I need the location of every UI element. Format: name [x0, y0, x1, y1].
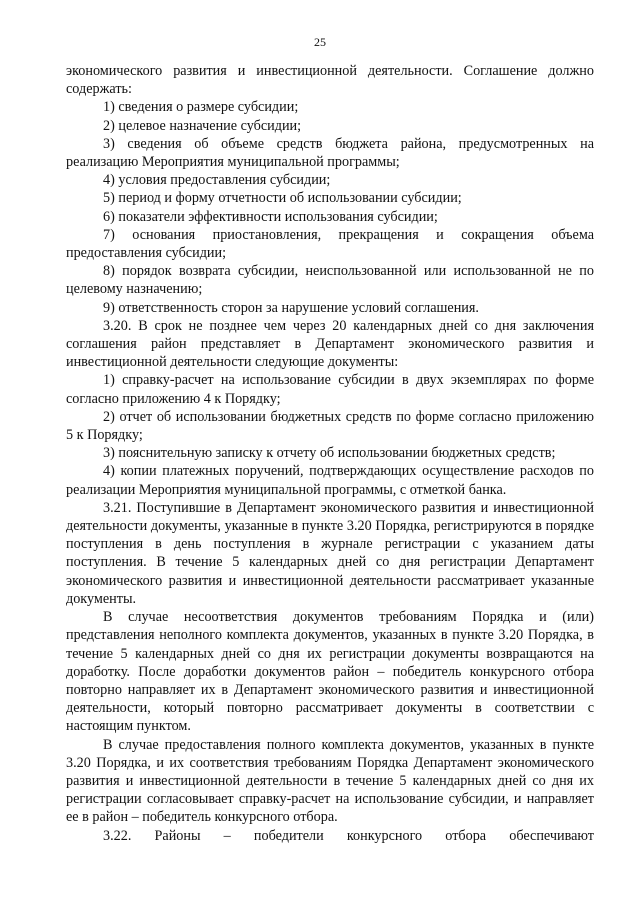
- list-item: 7) основания приостановления, прекращения и сокращения объема предоставления субсидии;: [66, 226, 594, 262]
- paragraph: экономического развития и инвестиционной деятельности. Соглашение должно содержать:: [66, 63, 594, 98]
- document-body: [66, 62, 594, 845]
- clause-3-21: 3.21. Поступившие в Департамент экономического развития и инвестиционной деятельности документы, указанные в пункте 3.20 Порядка, регистрируются в порядке поступления в день поступления в журнале регистрации с указанием даты поступления. В течение 5 календарных дней со дня регистрации Департамент экономического развития и инвестиционной деятельности рассматривает указанные документы.: [66, 499, 594, 607]
- list-item: 4) условия предоставления субсидии;: [103, 172, 331, 189]
- paragraph: В случае предоставления полного комплекта документов, указанных в пункте 3.20 Порядка, и их соответствия требованиям Порядка Департамент экономического развития и инвестиционной деятельности в течение 5 календарных дней со дня их регистрации согласовывает справку-расчет на использование субсидии, и направляет ее в район – победитель конкурсного отбора.: [66, 736, 594, 826]
- list-item: 3) сведения об объеме средств бюджета района, предусмотренных на реализацию Мероприятия муниципальной программы;: [66, 135, 594, 171]
- list-item: 8) порядок возврата субсидии, неиспользованной или использованной не по целевому назначению;: [66, 263, 594, 298]
- list-item: 1) справку-расчет на использование субсидии в двух экземплярах по форме согласно приложению 4 к Порядку;: [66, 372, 594, 407]
- list-item: 5) период и форму отчетности об использовании субсидии;: [103, 190, 462, 207]
- list-item: 2) отчет об использовании бюджетных средств по форме согласно приложению 5 к Порядку;: [66, 408, 594, 444]
- list-item: 9) ответственность сторон за нарушение условий соглашения.: [103, 299, 479, 316]
- clause-3-22: 3.22. Районы – победители конкурсного отбора обеспечивают: [103, 827, 594, 844]
- list-item: 3) пояснительную записку к отчету об использовании бюджетных средств;: [103, 445, 556, 462]
- list-item: 2) целевое назначение субсидии;: [103, 117, 302, 134]
- paragraph: В случае несоответствия документов требованиям Порядка и (или) представления неполного комплекта документов, указанных в пункте 3.20 Порядка, в течение 5 календарных дней со дня их регистрации документы возвращаются на доработку. После доработки документов район – победитель конкурсного отбора повторно направляет их в Департамент экономического развития и инвестиционной деятельности, который повторно рассматривает документы в соответствии с настоящим пунктом.: [66, 609, 594, 735]
- page-number: 25: [314, 35, 326, 49]
- list-item: 4) копии платежных поручений, подтверждающих осуществление расходов по реализации Мероприятия муниципальной программы, с отметкой банка.: [66, 463, 594, 498]
- list-item: 1) сведения о размере субсидии;: [103, 99, 299, 116]
- clause-3-20: 3.20. В срок не позднее чем через 20 календарных дней со дня заключения соглашения район представляет в Департамент экономического развития и инвестиционной деятельности следующие документы:: [66, 317, 594, 371]
- list-item: 6) показатели эффективности использования субсидии;: [103, 208, 438, 225]
